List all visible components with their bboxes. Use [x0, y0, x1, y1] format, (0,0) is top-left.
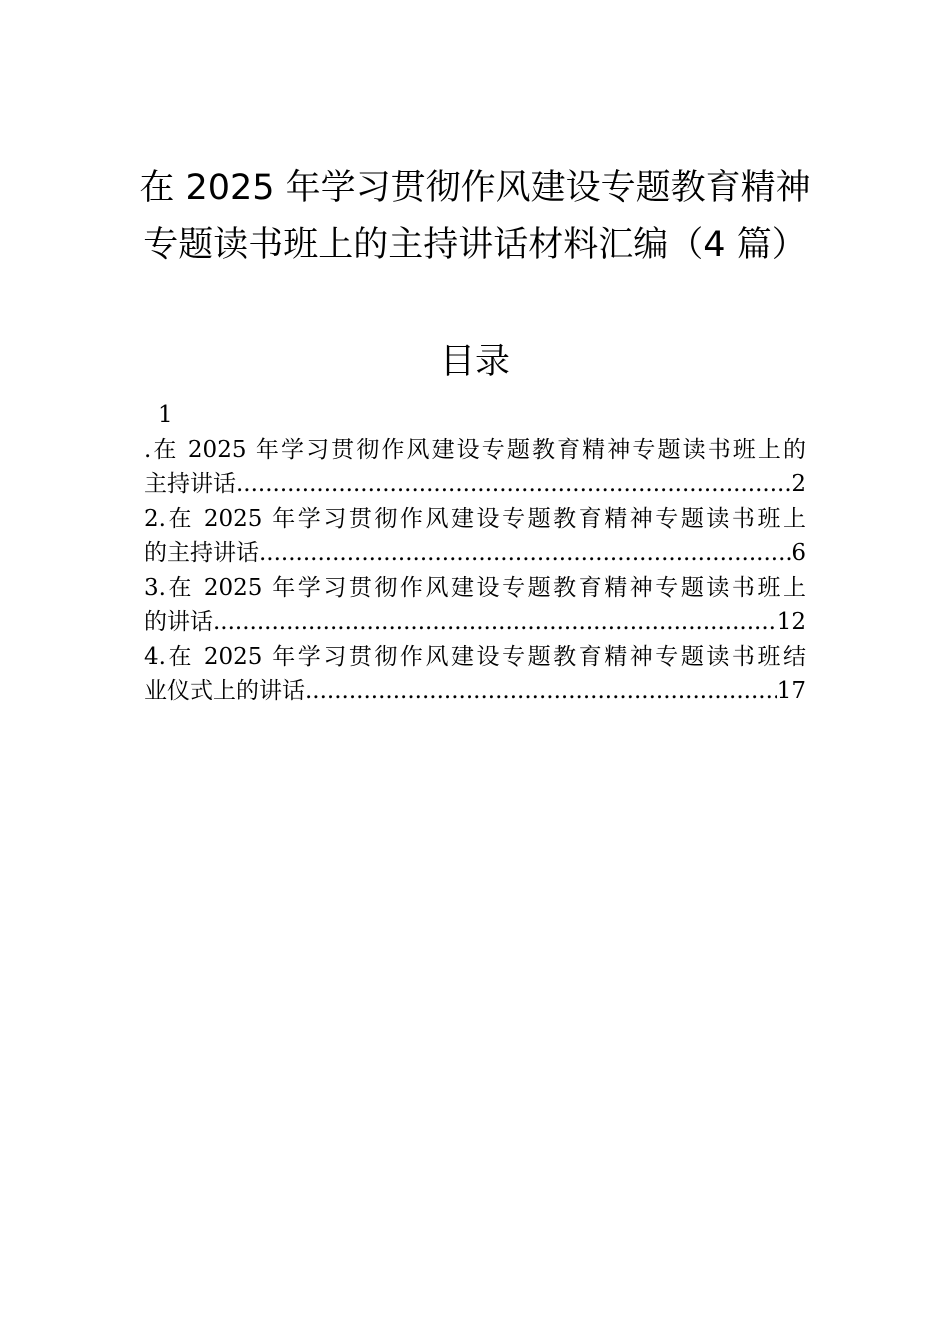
- toc-dot-leader: [259, 536, 791, 571]
- toc-entry-3-line-1: 3.在 2025 年学习贯彻作风建设专题教育精神专题读书班上: [144, 574, 806, 601]
- toc-entry-2[interactable]: [144, 502, 806, 571]
- toc-dot-leader: [213, 605, 777, 640]
- toc-entry-3[interactable]: [144, 571, 806, 640]
- toc-entry-3-title-end: 的讲话: [144, 609, 213, 635]
- toc-entry-4-title-end: 业仪式上的讲话: [144, 678, 305, 704]
- toc-entry-4-line-1: 4.在 2025 年学习贯彻作风建设专题教育精神专题读书班结: [144, 643, 806, 670]
- document-title-line-1: 在 2025 年学习贯彻作风建设专题教育精神: [139, 168, 811, 208]
- toc-dot-leader: [305, 674, 777, 709]
- document-title: [120, 160, 830, 274]
- toc-entry-4-page-number: 17: [776, 678, 806, 704]
- toc-entry-1-line-1: .在 2025 年学习贯彻作风建设专题教育精神专题读书班上的: [144, 436, 806, 463]
- toc-entry-1-number: 1: [158, 402, 173, 428]
- toc-entry-1[interactable]: [144, 433, 806, 502]
- table-of-contents: [144, 398, 806, 709]
- toc-entry-2-page-number: 6: [791, 540, 806, 566]
- toc-entry-2-line-2: [144, 536, 806, 571]
- toc-entry-2-line-1: 2.在 2025 年学习贯彻作风建设专题教育精神专题读书班上: [144, 505, 806, 532]
- toc-entry-1-title-end: 主持讲话: [144, 471, 236, 497]
- toc-entry-4-line-2: [144, 674, 806, 709]
- toc-entry-1-line-2: [144, 467, 806, 502]
- toc-entry-2-title-end: 的主持讲话: [144, 540, 259, 566]
- toc-entry-1-page-number: 2: [791, 471, 806, 497]
- toc-heading: 目录: [439, 342, 510, 382]
- toc-entry-4[interactable]: [144, 640, 806, 709]
- toc-entry-3-page-number: 12: [776, 609, 806, 635]
- toc-entry-3-line-2: [144, 605, 806, 640]
- toc-dot-leader: [236, 467, 791, 502]
- document-title-line-2: 专题读书班上的主持讲话材料汇编（4 篇）: [143, 225, 807, 265]
